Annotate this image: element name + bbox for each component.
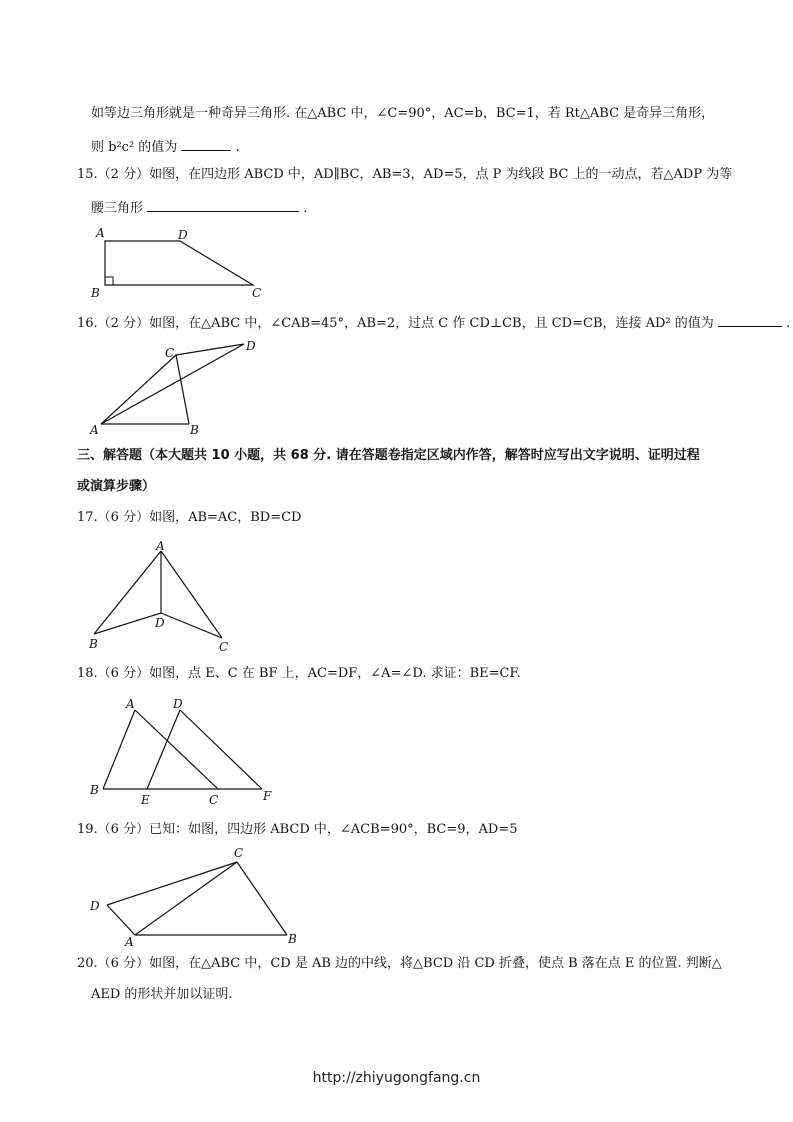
- q18-label-f: F: [263, 789, 272, 803]
- q19-segment-cb: [237, 862, 287, 935]
- q18-label-e: E: [141, 793, 150, 807]
- q16-line1-end: .: [786, 316, 791, 331]
- q14-line2-end: .: [235, 140, 240, 155]
- q18-label-b: B: [90, 783, 99, 797]
- q14-line1: 如等边三角形就是一种奇异三角形. 在△ABC 中，∠C=90°，AC=b，BC=1，若 Rt△ABC 是奇异三角形，: [91, 106, 715, 121]
- q19-text: 19.（6 分）已知：如图，四边形 ABCD 中，∠ACB=90°，BC=9，AD=5: [77, 822, 518, 837]
- q18-label-a: A: [126, 697, 135, 711]
- q19-label-c: C: [234, 846, 244, 860]
- q15-label-c: C: [252, 286, 262, 300]
- q17-label-b: B: [89, 637, 98, 651]
- q15-line2-text: 腰三角形: [91, 201, 144, 216]
- footer-url[interactable]: http://zhiyugongfang.cn: [312, 1070, 481, 1086]
- q17-label-d: D: [155, 616, 165, 630]
- q16-label-d: D: [246, 339, 256, 353]
- q19-segment-dc: [107, 862, 237, 905]
- q15-label-a: A: [96, 226, 105, 240]
- q14-line2-text: 则 b²c² 的值为: [91, 140, 178, 155]
- section3-heading-line2: 或演算步骤）: [77, 479, 156, 494]
- q16-label-b: B: [190, 423, 199, 437]
- q19-label-d: D: [90, 899, 100, 913]
- q18-label-d: D: [173, 697, 183, 711]
- q19-label-a: A: [125, 935, 134, 949]
- q17-label-a: A: [156, 539, 165, 553]
- q18-label-c: C: [209, 793, 219, 807]
- q15-line1: 15.（2 分）如图，在四边形 ABCD 中，AD∥BC，AB=3，AD=5，点 P 为线段 BC 上的一动点，若△ADP 为等: [77, 167, 733, 182]
- q15-line2-end: .: [303, 201, 308, 216]
- q15-label-b: B: [91, 286, 100, 300]
- q17-label-c: C: [219, 640, 229, 654]
- q16-label-c: C: [165, 346, 175, 360]
- q19-label-b: B: [288, 932, 297, 946]
- q19-segment-da: [107, 905, 135, 935]
- q17-text: 17.（6 分）如图，AB=AC，BD=CD: [77, 510, 302, 525]
- q16-line1-text: 16.（2 分）如图，在△ABC 中，∠CAB=45°，AB=2，过点 C 作 CD⊥CB，且 CD=CB，连接 AD² 的值为: [77, 316, 714, 331]
- q18-text: 18.（6 分）如图，点 E、C 在 BF 上，AC=DF，∠A=∠D. 求证：BE=CF.: [77, 666, 521, 681]
- q16-label-a: A: [90, 423, 99, 437]
- q19-segment-ac: [135, 862, 237, 935]
- q20-line1: 20.（6 分）如图，在△ABC 中，CD 是 AB 边的中线，将△BCD 沿 CD 折叠，使点 B 落在点 E 的位置. 判断△: [77, 956, 722, 971]
- section3-heading-line1: 三、解答题（本大题共 10 小题，共 68 分. 请在答题卷指定区域内作答，解答时应写出文字说明、证明过程: [77, 448, 700, 463]
- q20-line2: AED 的形状并加以证明.: [91, 987, 233, 1002]
- q15-label-d: D: [178, 228, 188, 242]
